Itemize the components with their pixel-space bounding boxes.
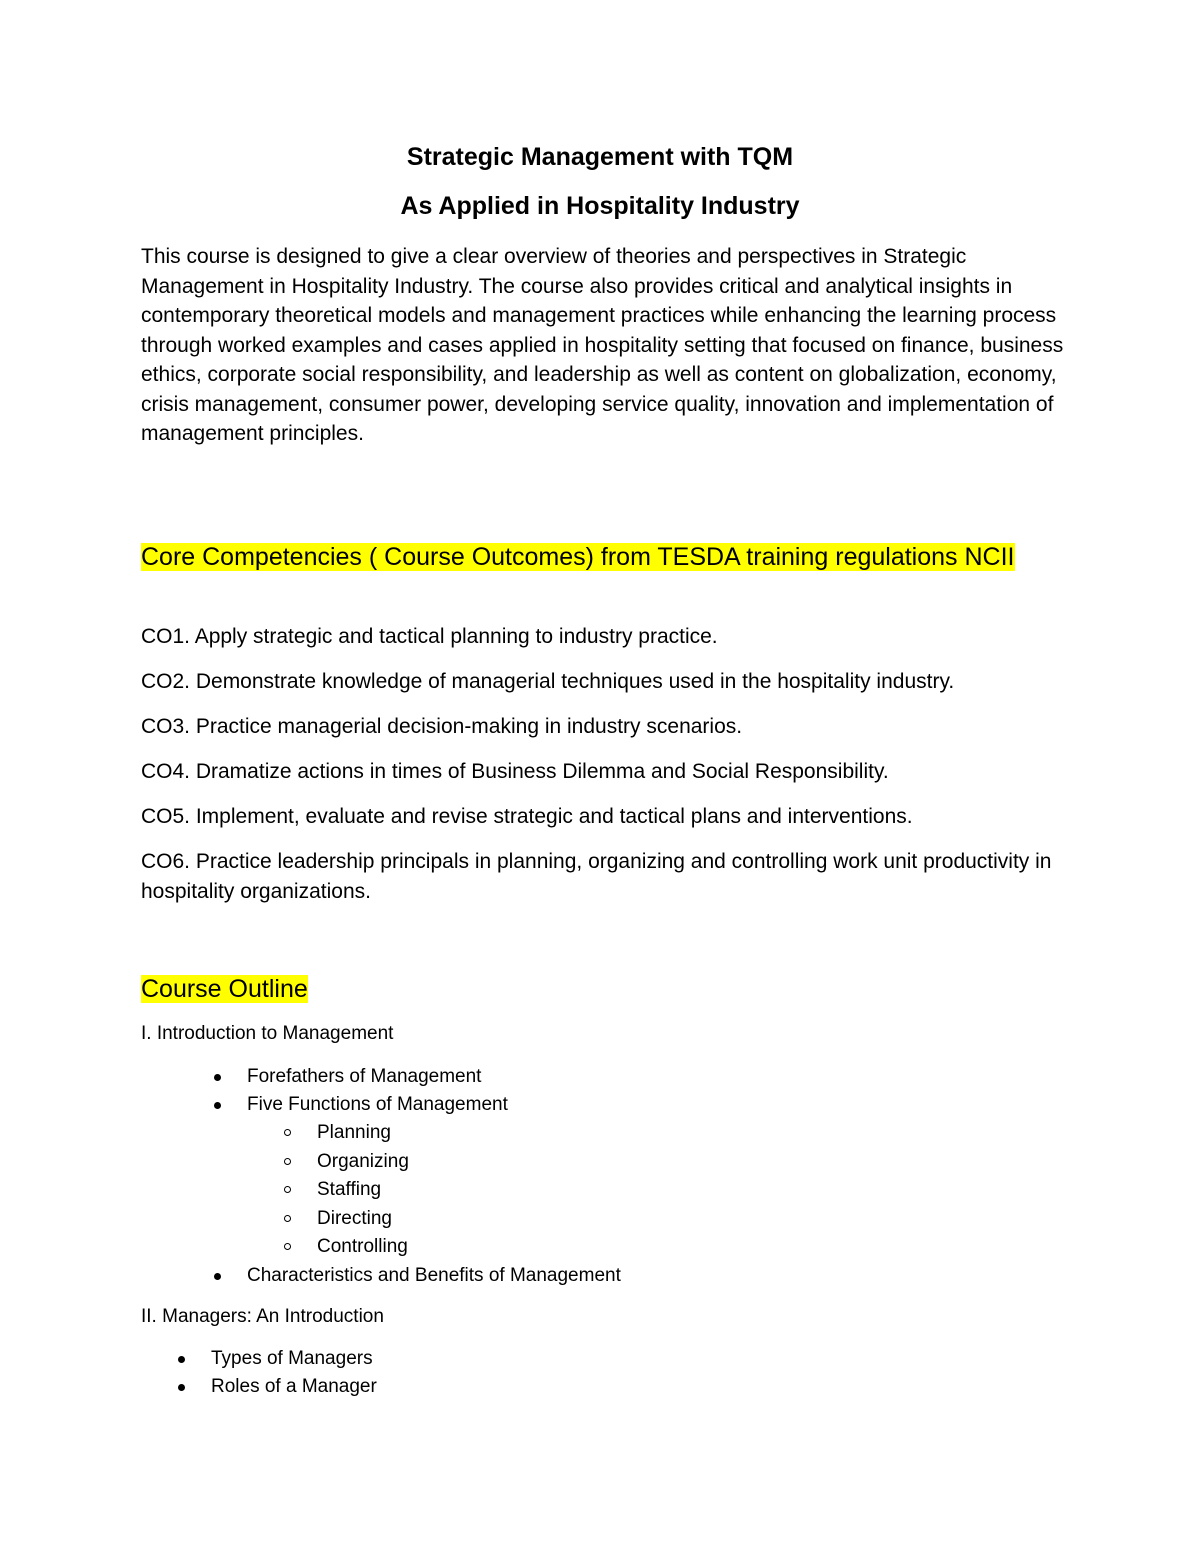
course-outcomes-list [141, 622, 1081, 922]
sub-list-item-text: Organizing [317, 1150, 409, 1172]
core-competencies-heading [141, 540, 1061, 575]
list-item-text: Roles of a Manager [211, 1376, 377, 1397]
list-item-text: Characteristics and Benefits of Management [247, 1264, 621, 1286]
outline-section-1-list [247, 1063, 621, 1290]
circle-bullet-icon [284, 1243, 291, 1250]
circle-bullet-icon [284, 1186, 291, 1193]
course-outcome-6: CO6. Practice leadership principals in planning, organizing and controlling work unit productivity in hospitality organizations. [141, 850, 1052, 903]
circle-bullet-icon [284, 1215, 291, 1222]
sub-list-item [317, 1205, 621, 1234]
course-outcome-1: CO1. Apply strategic and tactical planning to industry practice. [141, 625, 718, 648]
sub-list-item [317, 1148, 621, 1177]
sub-list-item-text: Planning [317, 1122, 391, 1143]
circle-bullet-icon [284, 1129, 291, 1136]
core-competencies-heading-text: Core Competencies ( Course Outcomes) from TESDA training regulations NCII [141, 543, 1015, 571]
sub-list-item [317, 1233, 621, 1262]
sub-list-item [317, 1176, 621, 1205]
list-item-text: Types of Managers [211, 1348, 373, 1369]
course-outline-heading-text: Course Outline [141, 975, 308, 1003]
document-title: Strategic Management with TQM [406, 143, 794, 171]
bullet-icon [178, 1384, 185, 1391]
list-item [247, 1262, 621, 1290]
list-item [247, 1091, 621, 1262]
list-item-text: Five Functions of Management [247, 1094, 508, 1115]
circle-bullet-icon [284, 1158, 291, 1165]
document-subtitle: As Applied in Hospitality Industry [400, 192, 800, 220]
outline-section-1-title: I. Introduction to Management [141, 1023, 394, 1044]
course-outcome-4: CO4. Dramatize actions in times of Business Dilemma and Social Responsibility. [141, 760, 889, 783]
sub-list-item-text: Staffing [317, 1179, 382, 1200]
course-description: This course is designed to give a clear overview of theories and perspectives in Strategic Management in Hospitality Industry. The course also provides critical and analytical insights in contemporary theoretical models and management practices while enhancing the learning process through worked examples and cases applied in hospitality setting that focused on finance, business ethics, corporate social responsibility, and leadership as well as content on globalization, economy, crisis management, consumer power, developing service quality, innovation and implementation of management principles. [141, 245, 1064, 445]
bullet-icon [214, 1273, 221, 1280]
course-outline-heading [141, 972, 1061, 1007]
sub-list-item-text: Controlling [317, 1236, 408, 1257]
course-outcome-5: CO5. Implement, evaluate and revise strategic and tactical plans and interventions. [141, 805, 913, 828]
sub-list-item [317, 1119, 621, 1148]
bullet-icon [214, 1102, 221, 1109]
bullet-icon [178, 1356, 185, 1363]
list-item-text: Forefathers of Management [247, 1066, 482, 1087]
management-functions-list [247, 1119, 621, 1262]
list-item [211, 1373, 377, 1401]
bullet-icon [214, 1074, 221, 1081]
course-outcome-2: CO2. Demonstrate knowledge of managerial techniques used in the hospitality industry. [141, 670, 955, 693]
list-item [247, 1063, 621, 1091]
outline-section-2-title: II. Managers: An Introduction [141, 1306, 384, 1327]
sub-list-item-text: Directing [317, 1207, 392, 1229]
list-item [211, 1345, 377, 1373]
outline-section-2-list [211, 1345, 377, 1401]
course-outcome-3: CO3. Practice managerial decision-making in industry scenarios. [141, 715, 743, 738]
